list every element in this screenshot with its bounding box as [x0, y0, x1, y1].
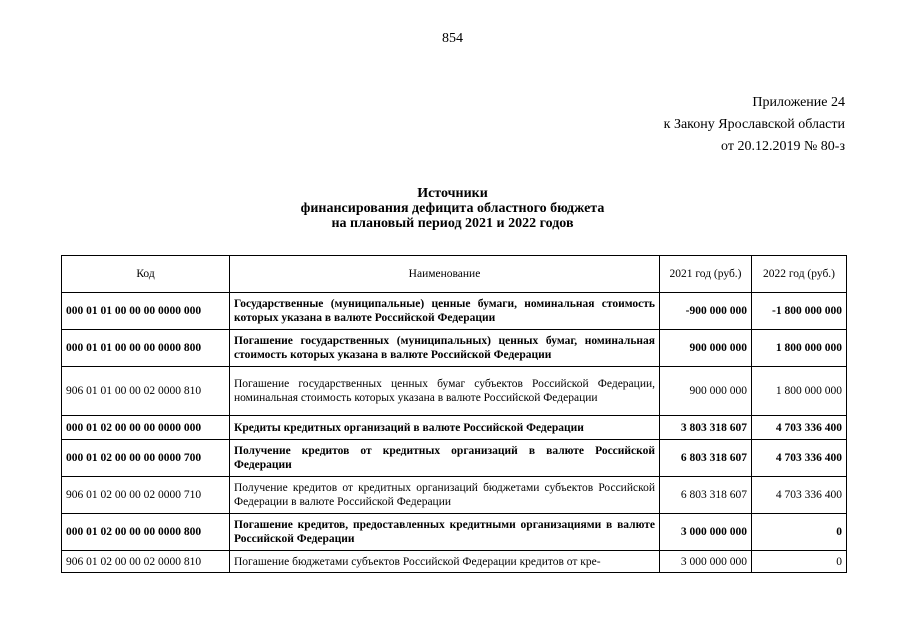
- table-row: [62, 514, 847, 551]
- row-code: 906 01 02 00 00 02 0000 810: [62, 551, 230, 573]
- row-value-2021: 900 000 000: [660, 330, 752, 367]
- row-value-2022: 4 703 336 400: [752, 477, 847, 514]
- row-code: 000 01 01 00 00 00 0000 800: [62, 330, 230, 367]
- row-value-2021: 6 803 318 607: [660, 477, 752, 514]
- document-title: [0, 186, 905, 231]
- appendix-block: [664, 92, 845, 158]
- appendix-line-3: от 20.12.2019 № 80-з: [721, 139, 845, 154]
- row-code: 000 01 02 00 00 00 0000 700: [62, 440, 230, 477]
- row-value-2021: 900 000 000: [660, 367, 752, 416]
- title-line-1: Источники: [417, 186, 488, 201]
- title-line-3: на плановый период 2021 и 2022 годов: [331, 216, 574, 231]
- header-name: Наименование: [230, 256, 660, 293]
- table-row: [62, 367, 847, 416]
- row-name: Погашение государственных (муниципальных) ценных бумаг, номинальная стоимость которых указана в валюте Российской Федерации: [230, 330, 660, 367]
- row-code: 906 01 02 00 00 02 0000 710: [62, 477, 230, 514]
- table-header-row: [62, 256, 847, 293]
- row-value-2022: 0: [752, 551, 847, 573]
- header-code: Код: [62, 256, 230, 293]
- table-row: [62, 330, 847, 367]
- table-row: [62, 551, 847, 573]
- row-value-2021: 3 000 000 000: [660, 514, 752, 551]
- row-code: 906 01 01 00 00 02 0000 810: [62, 367, 230, 416]
- table-row: [62, 440, 847, 477]
- table-row: [62, 477, 847, 514]
- sources-table: [61, 255, 847, 573]
- row-value-2022: 4 703 336 400: [752, 416, 847, 440]
- header-2022: 2022 год (руб.): [752, 256, 847, 293]
- row-code: 000 01 02 00 00 00 0000 000: [62, 416, 230, 440]
- table-body: [62, 293, 847, 573]
- row-name: Государственные (муниципальные) ценные бумаги, номинальная стоимость которых указана в валюте Российской Федерации: [230, 293, 660, 330]
- table-row: [62, 293, 847, 330]
- table-row: [62, 416, 847, 440]
- row-name: Погашение бюджетами субъектов Российской Федерации кредитов от кре-: [230, 551, 660, 573]
- row-value-2022: 0: [752, 514, 847, 551]
- row-value-2021: 3 803 318 607: [660, 416, 752, 440]
- row-value-2021: 3 000 000 000: [660, 551, 752, 573]
- row-value-2021: -900 000 000: [660, 293, 752, 330]
- appendix-line-2: к Закону Ярославской области: [663, 117, 845, 132]
- row-name: Погашение кредитов, предоставленных кредитными организациями в валюте Российской Федерации: [230, 514, 660, 551]
- row-name: Получение кредитов от кредитных организаций в валюте Российской Федерации: [230, 440, 660, 477]
- row-name: Погашение государственных ценных бумаг субъектов Российской Федерации, номинальная стоимость которых указана в валюте Российской Федерации: [230, 367, 660, 416]
- row-value-2021: 6 803 318 607: [660, 440, 752, 477]
- row-name: Кредиты кредитных организаций в валюте Российской Федерации: [230, 416, 660, 440]
- row-name: Получение кредитов от кредитных организаций бюджетами субъектов Российской Федерации в валюте Российской Федерации: [230, 477, 660, 514]
- row-value-2022: 1 800 000 000: [752, 330, 847, 367]
- row-value-2022: 4 703 336 400: [752, 440, 847, 477]
- header-2021: 2021 год (руб.): [660, 256, 752, 293]
- page-number: 854: [442, 31, 463, 46]
- row-value-2022: -1 800 000 000: [752, 293, 847, 330]
- row-value-2022: 1 800 000 000: [752, 367, 847, 416]
- appendix-line-1: Приложение 24: [752, 95, 845, 110]
- row-code: 000 01 01 00 00 00 0000 000: [62, 293, 230, 330]
- row-code: 000 01 02 00 00 00 0000 800: [62, 514, 230, 551]
- title-line-2: финансирования дефицита областного бюджета: [300, 201, 605, 216]
